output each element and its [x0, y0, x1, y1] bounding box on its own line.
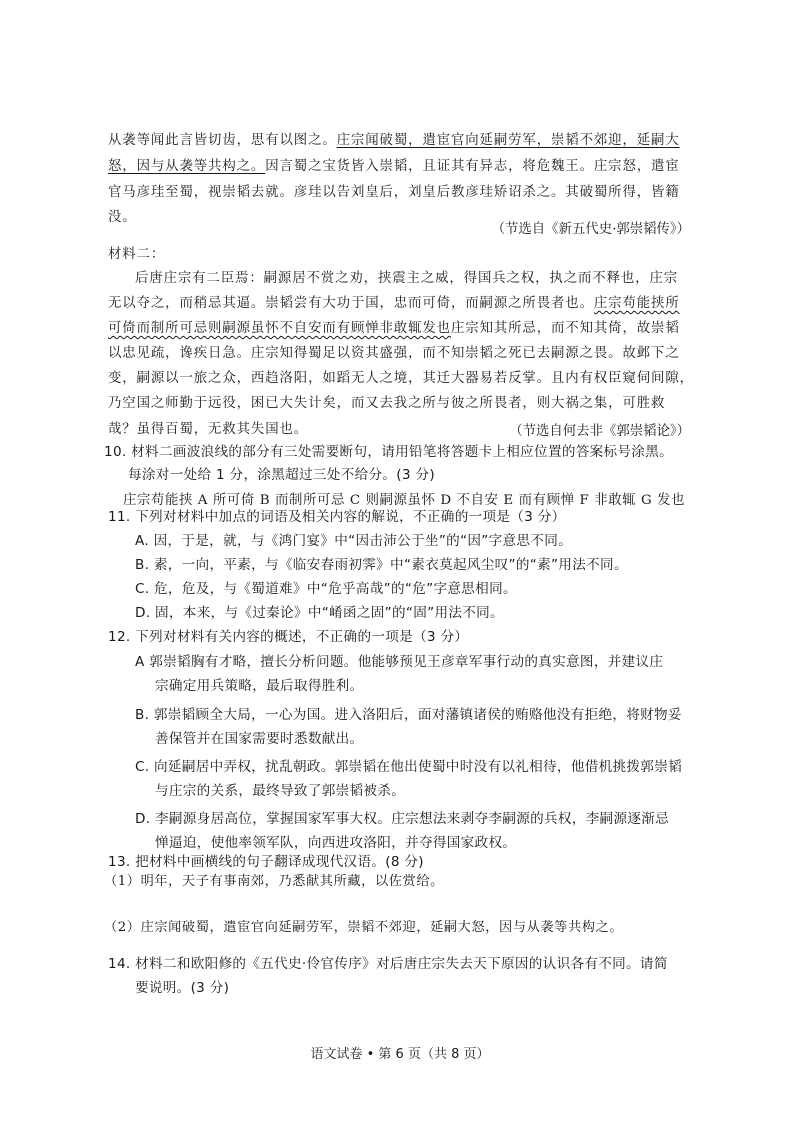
- q11-stem: 11. 下列对材料中加点的词语及相关内容的解说，不正确的一项是（3 分）: [108, 509, 566, 525]
- q11-option-a: A. 因，于是，就，与《鸿门宴》中“因击沛公于坐”的“因”字意思不同。: [135, 533, 572, 549]
- q12-option-a-2: 宗确定用兵策略，最后取得胜利。: [155, 678, 364, 694]
- material2-line-5: 变，嗣源以一旅之众，西趋洛阳，如蹈无人之境，其迁大器易若反掌。且内有权臣窥伺间隙，: [108, 371, 694, 386]
- q12-option-c-1: C. 向延嗣居中弄权，扰乱朝政。郭崇韬在他出使蜀中时没有以礼相待，他借机挑拨郭崇韬: [135, 759, 682, 775]
- page-footer: 语文试卷 • 第 6 页（共 8 页）: [310, 1047, 490, 1062]
- material2-line-1: 后唐庄宗有二臣焉：嗣源居不赏之劝，挟震主之威，得国兵之权，执之而不释也，庄宗: [135, 271, 679, 286]
- material2-heading: 材料二：: [108, 247, 166, 262]
- q13-sentence-2: （2）庄宗闻破蜀，遣宦官向延嗣劳军，崇韬不郊迎，延嗣大怒，因与从袭等共构之。: [104, 920, 624, 935]
- material2-line-3: 可倚而制所可忌则嗣源虽怀不自安而有顾惮非敢辄发也庄宗知其所忌，而不知其倚，故崇韬: [108, 321, 680, 336]
- q12-option-b-1: B. 郭崇韬顾全大局，一心为国。进入洛阳后，面对藩镇诸侯的贿赂他没有拒绝，将财物妥: [135, 707, 682, 723]
- material2-line-2: 无以夺之，而稍忌其逼。崇韬尝有大功于国，忠而可倚，而嗣源之所畏者也。庄宗苟能挟所: [108, 296, 680, 311]
- q11-option-b: B. 素，一向，平素，与《临安春雨初霁》中“素衣莫起风尘叹”的“素”用法不同。: [135, 557, 628, 573]
- q12-option-c-2: 与庄宗的关系，最终导致了郭崇韬被杀。: [155, 783, 406, 799]
- q10-answer-line: 庄宗苟能挟 A 所可倚 B 而制所可忌 C 则嗣源虽怀 D 不自安 E 而有顾惮 F 非敢辄 G 发也: [123, 493, 686, 508]
- material2-line-4: 以忠见疏，谗疾日急。庄宗知得蜀足以资其盛强，而不知崇韬之死已去嗣源之畏。故邺下之: [108, 346, 680, 361]
- material1-line-2: 怒，因与从袭等共构之。因言蜀之宝货皆入崇韬，且证其有异志，将危魏王。庄宗怒，遣宦: [108, 159, 680, 174]
- material1-line-4: 没。: [108, 210, 137, 225]
- q10-stem-1: 10. 材料二画波浪线的部分有三处需要断句，请用铅笔将答题卡上相应位置的答案标号涂黑。: [104, 444, 673, 460]
- q11-option-c: C. 危，危及，与《蜀道难》中“危乎高哉”的“危”字意思相同。: [135, 581, 517, 597]
- q14-stem-1: 14. 材料二和欧阳修的《五代史·伶官传序》对后唐庄宗失去天下原因的认识各有不同。请简: [108, 956, 668, 972]
- q12-option-d-2: 惮逼迫，使他率领军队，向西进攻洛阳，并夺得国家政权。: [155, 835, 517, 851]
- q13-sentence-1: （1）明年，天子有事南郊，乃悉献其所藏，以佐赏给。: [104, 874, 444, 889]
- material1-source: （节选自《新五代史·郭崇韬传》）: [491, 222, 690, 237]
- material1-line-1: 从袭等闻此言皆切齿，思有以图之。庄宗闻破蜀，遣宦官向延嗣劳军，崇韬不郊迎，延嗣大: [108, 133, 680, 148]
- material1-line-3: 官马彦珪至蜀，视崇韬去就。彦珪以告刘皇后，刘皇后教彦珪矫诏杀之。其破蜀所得，皆籍: [108, 185, 680, 200]
- material2-line-7: 哉？虽得百蜀，无救其失国也。: [108, 422, 309, 437]
- q10-stem-2: 每涂对一处给 1 分，涂黑超过三处不给分。(3 分): [128, 467, 435, 483]
- q12-stem: 12. 下列对材料有关内容的概述，不正确的一项是（3 分）: [108, 629, 469, 645]
- material2-source: （节选自何去非《郭崇韬论》）: [509, 424, 690, 439]
- material2-line-6: 乃空国之师勤于远役，困已大失计矣，而又去我之所与彼之所畏者，则大祸之集，可胜救: [108, 396, 666, 411]
- q14-stem-2: 要说明。(3 分): [135, 980, 230, 996]
- q12-option-d-1: D. 李嗣源身居高位，掌握国家军事大权。庄宗想法来剥夺李嗣源的兵权，李嗣源逐渐忌: [135, 811, 670, 827]
- q12-option-a-1: A 郭崇韬胸有才略，擅长分析问题。他能够预见王彦章军事行动的真实意图，并建议庄: [135, 654, 664, 670]
- q13-stem: 13. 把材料中画横线的句子翻译成现代汉语。(8 分): [108, 854, 424, 870]
- q12-option-b-2: 善保管并在国家需要时悉数献出。: [155, 731, 364, 747]
- q11-option-d: D. 固，本来，与《过秦论》中“崤函之固”的“固”用法不同。: [135, 605, 504, 621]
